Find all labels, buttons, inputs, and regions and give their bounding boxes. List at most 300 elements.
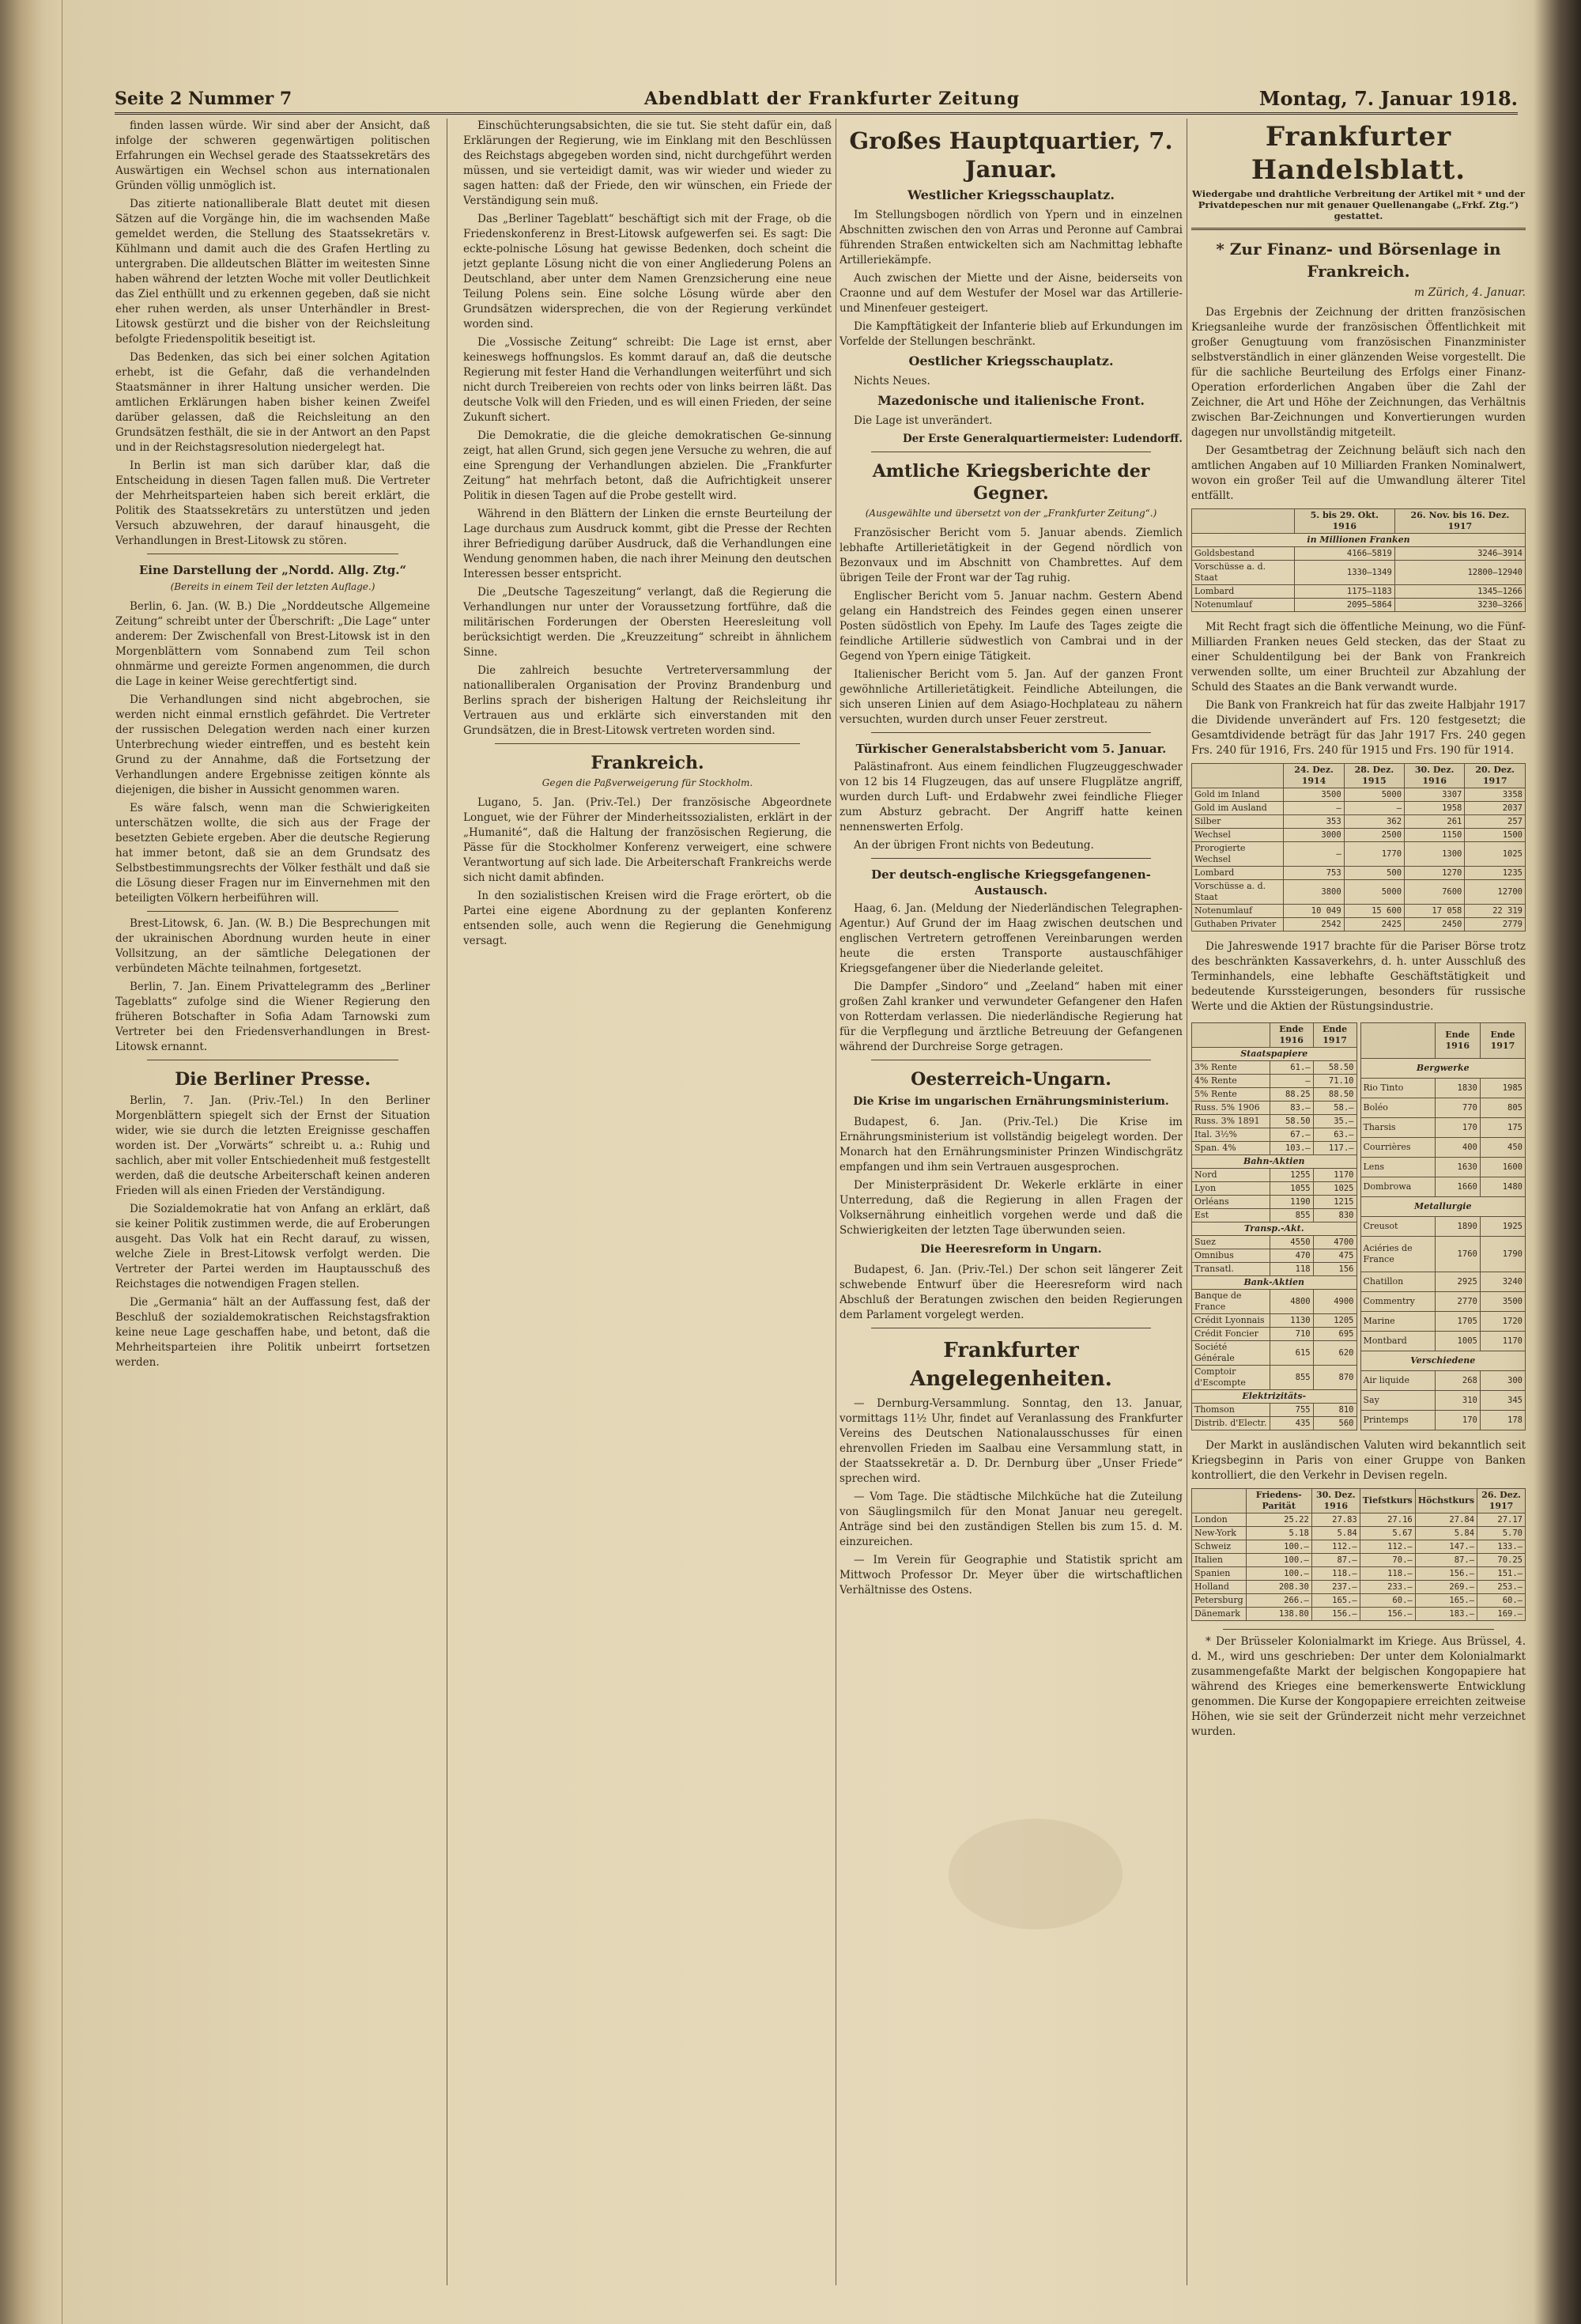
table-cell: 70.25 [1477, 1554, 1526, 1567]
table-cell: Silber [1192, 815, 1284, 829]
table-row [1360, 1410, 1526, 1430]
table-row [1192, 802, 1526, 815]
table-row [1192, 1540, 1526, 1554]
table-row [1192, 1061, 1357, 1075]
table-cell: 1215 [1313, 1196, 1356, 1209]
table-cell: 253.— [1477, 1581, 1526, 1594]
binding-spine [0, 0, 62, 2324]
article-paragraph: Die Verhandlungen sind nicht abgebrochen, sie werden nicht einmal ernstlich gefährdet. Die Vertreter der russischen Delegation werden nach einer kurzen Unterbrechung wieder eintreffen, und es besteht kein Grund zu der Annahme, daß die Fortsetzung der Verhandlungen andere Ergebnisse zeitigen könnte als diejenigen, die bisher in Aussicht genommen waren. [115, 693, 430, 796]
table-cell: 2500 [1344, 829, 1404, 842]
stock-table-left [1191, 1022, 1357, 1430]
table-header [1360, 1023, 1435, 1059]
section-divider [871, 858, 1151, 859]
article-paragraph: Im Stellungsbogen nördlich von Ypern und in einzelnen Abschnitten zwischen den von Arras und Peronne auf Cambrai führenden Straßen entwickelten sich am Nachmittag lebhafte Artilleriekämpfe. [840, 209, 1183, 266]
table-cell: 175 [1480, 1118, 1525, 1138]
table-cell: 170 [1435, 1410, 1480, 1430]
table-cell: 1985 [1480, 1079, 1525, 1098]
table-header: Ende 1917 [1480, 1023, 1525, 1059]
table-cell: 67.— [1270, 1128, 1313, 1142]
table-cell: 61.— [1270, 1061, 1313, 1075]
table-cell: 83.— [1270, 1102, 1313, 1115]
table-header [1192, 1489, 1247, 1513]
table-cell: 27.16 [1360, 1513, 1415, 1527]
table-row [1360, 1371, 1526, 1391]
article-paragraph: Die „Deutsche Tageszeitung“ verlangt, daß die Regierung die Verhandlungen nur unter der Voraussetzung fortführe, daß die militärischen Forderungen der Obersten Heeresleitung voll berücksichtigt werden. Die „Kreuzzeitung“ schreibt in ähnlichem Sinne. [463, 586, 832, 659]
article-paragraph: Nichts Neues. [854, 375, 930, 387]
table-cell: 156.— [1311, 1608, 1360, 1621]
table-cell: 1005 [1435, 1332, 1480, 1351]
table-cell: Air liquide [1360, 1371, 1435, 1391]
table-header [1192, 509, 1295, 534]
article-paragraph: — Dernburg-Versammlung. Sonntag, den 13. Januar, vormittags 11½ Uhr, findet auf Veranlassung des Frankfurter Vereins des Deutschen Nationalausschusses für einen ehrenvollen Frieden im Saalbau eine Versammlung statt, in der Staatssekretär a. D. Dr. Dernburg über „Unser Friede“ sprechen wird. [840, 1397, 1183, 1485]
paper-title: Abendblatt der Frankfurter Zeitung [644, 89, 1021, 109]
table-header: 20. Dez. 1917 [1465, 764, 1526, 788]
table-cell: 58.50 [1270, 1115, 1313, 1128]
table-cell: 5% Rente [1192, 1088, 1270, 1102]
table-row [1360, 1138, 1526, 1158]
table-cell: Est [1192, 1209, 1270, 1222]
table-row [1192, 1236, 1357, 1249]
table-cell: 233.— [1360, 1581, 1415, 1594]
table-cell: 753 [1284, 867, 1344, 880]
article-paragraph: Das „Berliner Tageblatt“ beschäftigt sich mit der Frage, ob die Friedenskonferenz in Brest-Litowsk aufgewerfen sei. Es sagt: Die eckte-polnische Lösung hat gewisse Bedenken, doch scheint die jetzt geplante Lösung nicht die von einer Angliederung Polens an Deutschland, aber unter dem Namen Grenzsicherung eine neue Teilung Polens sein. Eine solche Lösung würde aber den Grundsätzen widersprechen, die von der Regierung verkündet worden sind. [463, 213, 832, 331]
table-cell: 695 [1313, 1328, 1356, 1341]
table-cell: 810 [1313, 1404, 1356, 1417]
table-cell: — [1284, 842, 1344, 867]
article-paragraph: Der Gesamtbetrag der Zeichnung beläuft sich nach den amtlichen Angaben auf 10 Milliarden Franken Nominalwert, wovon ein großer Teil auf die Umwandlung älterer Titel entfällt. [1191, 444, 1526, 502]
table-cell: 165.— [1415, 1594, 1477, 1608]
table-cell: 100.— [1246, 1567, 1311, 1581]
table-cell: Lens [1360, 1158, 1435, 1177]
table-subheader: in Millionen Franken [1192, 534, 1526, 547]
article-paragraph: Die Demokratie, die die gleiche demokratischen Ge-sinnung zeigt, hat allen Grund, sich gegen jene Versuche zu wehren, die auf eine Sprengung der Verhandlungen abzielen. Die „Frankfurter Zeitung“ hat mehrfach betont, daß die Aufrichtigkeit unserer Politik in diesen Tagen auf die Probe gestellt wird. [463, 429, 832, 502]
table-cell: Crédit Lyonnais [1192, 1314, 1270, 1328]
table-cell: 1255 [1270, 1169, 1313, 1182]
bank-balance-table [1191, 508, 1526, 612]
table-header: 30. Dez. 1916 [1405, 764, 1465, 788]
table-cell: Gold im Ausland [1192, 802, 1284, 815]
table-cell: Commentry [1360, 1292, 1435, 1312]
table-row [1360, 1098, 1526, 1118]
table-cell: 5.18 [1246, 1527, 1311, 1540]
article-paragraph: Englischer Bericht vom 5. Januar nachm. Gestern Abend gelang ein Handstreich des Feindes gegen einen unserer Posten südöstlich von Epehy. Im Laufe des Tages zeigte die feindliche Artillerie südwestlich von Cambrai und in der Gegend von Ypern einige Tätigkeit. [840, 590, 1183, 663]
table-cell: 266.— [1246, 1594, 1311, 1608]
article-paragraph: Die Bank von Frankreich hat für das zweite Halbjahr 1917 die Dividende unverändert auf Frs. 120 festgesetzt; die Gesamtdividende beträgt für das Jahr 1917 Frs. 240 gegen Frs. 240 für 1916, Frs. 240 für 1915 und Frs. 190 für 1914. [1191, 699, 1526, 757]
table-cell: Dombrowa [1360, 1177, 1435, 1197]
exchange-rate-table [1191, 1488, 1526, 1621]
table-cell: 870 [1313, 1366, 1356, 1390]
table-cell: 118 [1270, 1263, 1313, 1276]
article-paragraph: Die Jahreswende 1917 brachte für die Pariser Börse trotz des beschränkten Kassaverkehrs, d. h. unter Ausschluß des Terminhandels, eine lebhafte Geschäftstätigkeit und bedeutende Kurssteigerungen, besonders für russische Werte und die Aktien der Rüstungsindustrie. [1191, 940, 1526, 1013]
page-edge-shadow [1534, 0, 1581, 2324]
table-cell: Lombard [1192, 867, 1284, 880]
table-header: 24. Dez. 1914 [1284, 764, 1344, 788]
table-cell: 5.84 [1311, 1527, 1360, 1540]
table-cell: 87.— [1311, 1554, 1360, 1567]
reproduction-note: Wiedergabe und drahtliche Verbreitung der Artikel mit * und der Privatdepeschen nur mit genauer Quellenangabe („Frkf. Ztg.“) gestattet. [1192, 188, 1525, 221]
article-paragraph: Die Lage ist unverändert. [854, 414, 993, 427]
table-row [1192, 880, 1526, 905]
article-paragraph: Auch zwischen der Miette und der Aisne, beiderseits von Craonne und auf dem Westufer der Mosel war das Artillerie- und Minenfeuer gesteigert. [840, 272, 1183, 315]
table-group-label: Staatspapiere [1192, 1048, 1357, 1061]
table-group-row [1192, 1048, 1357, 1061]
table-cell: — [1344, 802, 1404, 815]
table-cell: Lyon [1192, 1182, 1270, 1196]
table-cell: 2542 [1284, 918, 1344, 931]
table-header [1192, 1023, 1270, 1048]
table-cell: 1720 [1480, 1312, 1525, 1332]
table-cell: Spanien [1192, 1567, 1247, 1581]
table-row [1360, 1292, 1526, 1312]
table-cell: 1660 [1435, 1177, 1480, 1197]
masthead [115, 85, 1518, 115]
table-row [1192, 1417, 1357, 1430]
table-header-row [1360, 1023, 1526, 1059]
table-header: 5. bis 29. Okt. 1916 [1294, 509, 1394, 534]
table-cell: 805 [1480, 1098, 1525, 1118]
table-header: Tiefstkurs [1360, 1489, 1415, 1513]
table-cell: 58.50 [1313, 1061, 1356, 1075]
table-row [1192, 1314, 1357, 1328]
table-row [1192, 842, 1526, 867]
table-row [1192, 1209, 1357, 1222]
table-cell: 3000 [1284, 829, 1344, 842]
column-2 [463, 119, 832, 2285]
table-cell: 1630 [1435, 1158, 1480, 1177]
table-cell: 1130 [1270, 1314, 1313, 1328]
table-cell: 2450 [1405, 918, 1465, 931]
article-paragraph: In Berlin ist man sich darüber klar, daß die Entscheidung in diesen Tagen fallen muß. Die Vertreter der Mehrheitsparteien haben sich bereit erklärt, die Politik des Staatssekretärs zu unterstützen und jeden Versuch abzuwehren, der darauf hinausgeht, die Verhandlungen in Brest-Litowsk zu stören. [115, 459, 430, 547]
table-cell: — [1270, 1075, 1313, 1088]
table-cell: 4700 [1313, 1236, 1356, 1249]
table-row [1192, 867, 1526, 880]
table-group-row [1192, 1155, 1357, 1169]
table-cell: 2037 [1465, 802, 1526, 815]
table-cell: 2770 [1435, 1292, 1480, 1312]
table-cell: 2779 [1465, 918, 1526, 931]
table-cell: Courrières [1360, 1138, 1435, 1158]
article-paragraph: Mit Recht fragt sich die öffentliche Meinung, wo die Fünf-Milliarden Franken neues Geld stecken, das der Staat zu einer Schuldentilgung bei der Bank von Frankreich verwenden sollte, um einer Bruchteil zur Abzahlung der Schuld des Staates an die Bank verwandt wurde. [1191, 621, 1526, 693]
table-row [1360, 1236, 1526, 1272]
table-cell: — [1284, 802, 1344, 815]
table-cell: 4166—5819 [1294, 547, 1394, 561]
table-cell: 3% Rente [1192, 1061, 1270, 1075]
table-cell: Guthaben Privater [1192, 918, 1284, 931]
article-paragraph: Französischer Bericht vom 5. Januar abends. Ziemlich lebhafte Artillerietätigkeit in der Gegend nördlich von Bezonvaux und im Abschnitt von Chambrettes. Auf dem übrigen Teile der Front war der Tag ruhig. [840, 527, 1183, 584]
table-header: Ende 1917 [1313, 1023, 1356, 1048]
table-row [1192, 561, 1526, 585]
news-item: Brest-Litowsk, 6. Jan. (W. B.) Die Besprechungen mit der ukrainischen Abordnung wurden heute in einer Vollsitzung, an der sämtliche Delegationen der verbündeten Mächte teilnahmen, fortgesetzt. [115, 917, 430, 975]
table-row [1192, 1142, 1357, 1155]
table-row [1192, 547, 1526, 561]
table-cell: 855 [1270, 1209, 1313, 1222]
table-row [1360, 1158, 1526, 1177]
table-header: 26. Nov. bis 16. Dez. 1917 [1394, 509, 1525, 534]
table-row [1360, 1079, 1526, 1098]
section-heading: Eine Darstellung der „Nordd. Allg. Ztg.“ [138, 563, 407, 577]
table-cell: Goldsbestand [1192, 547, 1295, 561]
table-cell: 22 319 [1465, 905, 1526, 918]
table-cell: 70.— [1360, 1554, 1415, 1567]
table-cell: 470 [1270, 1249, 1313, 1263]
table-cell: 27.83 [1311, 1513, 1360, 1527]
table-cell: 1170 [1313, 1169, 1356, 1182]
table-cell: 63.— [1313, 1128, 1356, 1142]
table-cell: 12700 [1465, 880, 1526, 905]
table-cell: 88.25 [1270, 1088, 1313, 1102]
table-cell: 1330—1349 [1294, 561, 1394, 585]
table-row [1360, 1391, 1526, 1411]
table-cell: 156 [1313, 1263, 1356, 1276]
table-cell: 362 [1344, 815, 1404, 829]
table-cell: 7600 [1405, 880, 1465, 905]
table-cell: 1175—1183 [1294, 585, 1394, 599]
table-cell: 60.— [1477, 1594, 1526, 1608]
article-paragraph: — Vom Tage. Die städtische Milchküche hat die Zuteilung von Säuglingsmilch für den Monat Januar neu geregelt. Anträge sind bei den zuständigen Stellen bis zum 15. d. M. einzureichen. [840, 1491, 1183, 1548]
table-cell: 87.— [1415, 1554, 1477, 1567]
table-header-row [1192, 1023, 1357, 1048]
table-cell: Vorschüsse a. d. Staat [1192, 561, 1295, 585]
article-paragraph: Der Markt in ausländischen Valuten wird bekanntlich seit Kriegsbeginn in Paris von einer Gruppe von Banken kontrolliert, die den Verkehr in Devisen regeln. [1191, 1439, 1526, 1482]
article-paragraph: — Im Verein für Geographie und Statistik spricht am Mittwoch Professor Dr. Meyer über die wirtschaftlichen Verhältnisse des Ostens. [840, 1554, 1183, 1597]
table-row [1192, 1196, 1357, 1209]
table-group-row [1192, 1390, 1357, 1404]
table-cell: 2425 [1344, 918, 1404, 931]
table-cell: Printemps [1360, 1410, 1435, 1430]
table-cell: 3358 [1465, 788, 1526, 802]
table-cell: 1600 [1480, 1158, 1525, 1177]
article-paragraph: Die zahlreich besuchte Vertreterversammlung der nationalliberalen Organisation der Provinz Brandenburg und Berlins sprach der bisherigen Haltung der Reichsleitung ihr Vertrauen aus und erklärte sich einverstanden mit den Grundsätzen, die in Brest-Litowsk vertreten worden sind. [463, 664, 832, 737]
table-cell: 1500 [1465, 829, 1526, 842]
table-header: Friedens-Parität [1246, 1489, 1311, 1513]
article-paragraph: Das Bedenken, das sich bei einer solchen Agitation erhebt, ist die Gefahr, daß die verhandelnden Staatsmänner in ihrer Haltung unsicher werden. Die amtlichen Erklärungen haben bisher keinen Zweifel darüber gelassen, daß die Reichsleitung an den Grundsätzen festhält, die sie in der Antwort an den Papst und in der Reichstagsresolution niedergelegt hat. [115, 351, 430, 454]
table-row [1192, 1554, 1526, 1567]
table-cell: 5.67 [1360, 1527, 1415, 1540]
table-row [1360, 1118, 1526, 1138]
section-heading: Großes Hauptquartier, 7. Januar. [849, 127, 1173, 183]
table-row [1192, 815, 1526, 829]
article-paragraph: * Der Brüsseler Kolonialmarkt im Kriege. Aus Brüssel, 4. d. M., wird uns geschrieben: Der unter dem Kolonialmarkt zusammengefaßte Markt der belgischen Kongopapiere hat während des Krieges eine bemerkenswerte Entwicklung genommen. Die Kurse der Kongopapiere erreichten zeitweise Höhen, wie sie seit der Gründerzeit nicht mehr verzeichnet wurden. [1191, 1635, 1526, 1738]
table-cell: 60.— [1360, 1594, 1415, 1608]
table-row [1192, 1567, 1526, 1581]
table-header: Ende 1916 [1270, 1023, 1313, 1048]
section-note: (Ausgewählte und übersetzt von der „Frankfurter Zeitung“.) [865, 508, 1157, 519]
table-cell: Tharsis [1360, 1118, 1435, 1138]
table-cell: 450 [1480, 1138, 1525, 1158]
table-row [1360, 1332, 1526, 1351]
article-paragraph: Budapest, 6. Jan. (Priv.-Tel.) Die Krise im Ernährungsministerium ist vollständig beigelegt worden. Der Monarch hat den Ernährungsminister Prinzen Windischgrätz empfangen und ihm sein Vertrauen ausgesprochen. [840, 1116, 1183, 1173]
section-divider [1191, 228, 1526, 230]
table-cell: 5.70 [1477, 1527, 1526, 1540]
table-cell: 4800 [1270, 1290, 1313, 1314]
table-cell: 269.— [1415, 1581, 1477, 1594]
article-paragraph: Einschüchterungsabsichten, die sie tut. Sie steht dafür ein, daß Erklärungen der Regierung, wie im Einklang mit den Beschlüssen des Reichstags abgegeben worden sind, nicht durchgeführt werden müssen, und sie verteidigt damit, was wir wieder und wieder zu sagen hatten: daß der Friede, den wir wünschen, ein Friede der Verständigung sein muß. [463, 119, 832, 207]
table-cell: 1055 [1270, 1182, 1313, 1196]
table-row [1360, 1216, 1526, 1236]
table-cell: 500 [1344, 867, 1404, 880]
table-cell: 237.— [1311, 1581, 1360, 1594]
table-cell: 3500 [1284, 788, 1344, 802]
table-group-label: Transp.-Akt. [1192, 1222, 1357, 1236]
column-3 [840, 119, 1183, 2285]
table-cell: 100.— [1246, 1554, 1311, 1567]
table-cell: 151.— [1477, 1567, 1526, 1581]
table-cell: Suez [1192, 1236, 1270, 1249]
table-cell: Holland [1192, 1581, 1247, 1594]
article-paragraph: Die Kampftätigkeit der Infanterie blieb auf Erkundungen im Vorfelde der Stellungen beschränkt. [840, 320, 1183, 348]
table-cell: 147.— [1415, 1540, 1477, 1554]
stock-quotes [1191, 1018, 1526, 1438]
stock-table-right [1360, 1022, 1526, 1430]
table-cell: 345 [1480, 1391, 1525, 1411]
table-group-row [1360, 1059, 1526, 1079]
table-cell: 3307 [1405, 788, 1465, 802]
table-cell: Russ. 3% 1891 [1192, 1115, 1270, 1128]
table-row [1192, 788, 1526, 802]
table-cell: 112.— [1311, 1540, 1360, 1554]
table-row [1192, 1169, 1357, 1182]
table-group-label: Bahn-Aktien [1192, 1155, 1357, 1169]
table-cell: 261 [1405, 815, 1465, 829]
issue-date: Montag, 7. Januar 1918. [1258, 87, 1518, 110]
table-cell: Vorschüsse a. d. Staat [1192, 880, 1284, 905]
table-cell: 169.— [1477, 1608, 1526, 1621]
table-cell: Petersburg [1192, 1594, 1247, 1608]
table-row [1192, 1263, 1357, 1276]
table-cell: 17 058 [1405, 905, 1465, 918]
section-heading: Amtliche Kriegsberichte der Gegner. [872, 461, 1150, 504]
article-paragraph: Palästinafront. Aus einem feindlichen Flugzeuggeschwader von 12 bis 14 Flugzeugen, das auf unsere Flugplätze angriff, wurden durch Luft- und Erdabwehr zwei feindliche Flieger zum Absturz gebracht. Der Angriff hatte keinen nennenswerten Erfolg. [840, 761, 1183, 833]
table-group-row [1360, 1351, 1526, 1371]
table-cell: 830 [1313, 1209, 1356, 1222]
table-row [1192, 1328, 1357, 1341]
article-paragraph: Die Dampfer „Sindoro“ und „Zeeland“ haben mit einer großen Zahl kranker und verwundeter Gefangener den Hafen von Rotterdam verlassen. Die niederländische Regierung hat für die Verpflegung und ärztliche Betreuung der Gefangenen während der Durchreise Sorge getragen. [840, 981, 1183, 1053]
section-divider [1223, 1629, 1494, 1630]
table-cell: Lombard [1192, 585, 1295, 599]
table-cell: 2925 [1435, 1272, 1480, 1292]
table-row [1360, 1312, 1526, 1332]
table-group-label: Metallurgie [1360, 1197, 1526, 1217]
article-paragraph: Italienischer Bericht vom 5. Jan. Auf der ganzen Front gewöhnliche Artillerietätigkeit. Feindliche Abteilungen, die sich unseren Linien auf dem Asiago-Hochplateau zu nähern versuchten, wurden durch unser Feuer zerstreut. [840, 668, 1183, 726]
table-cell: Montbard [1360, 1332, 1435, 1351]
table-cell: 118.— [1311, 1567, 1360, 1581]
table-cell: Russ. 5% 1906 [1192, 1102, 1270, 1115]
table-cell: 5000 [1344, 880, 1404, 905]
table-group-label: Bergwerke [1360, 1059, 1526, 1079]
table-cell: 1890 [1435, 1216, 1480, 1236]
table-cell: 156.— [1415, 1567, 1477, 1581]
table-cell: 156.— [1360, 1608, 1415, 1621]
table-group-label: Bank-Aktien [1192, 1276, 1357, 1290]
table-cell: Dänemark [1192, 1608, 1247, 1621]
table-cell: Comptoir d'Escompte [1192, 1366, 1270, 1390]
section-heading: Der deutsch-englische Kriegsgefangenen-Austausch. [871, 867, 1151, 897]
table-cell: Wechsel [1192, 829, 1284, 842]
section-subheading: Oestlicher Kriegsschauplatz. [908, 353, 1114, 368]
table-row [1192, 1075, 1357, 1088]
table-group-row [1192, 1222, 1357, 1236]
table-cell: 178 [1480, 1410, 1525, 1430]
table-cell: 27.17 [1477, 1513, 1526, 1527]
table-row [1192, 585, 1526, 599]
table-cell: 88.50 [1313, 1088, 1356, 1102]
table-cell: Orléans [1192, 1196, 1270, 1209]
table-cell: 615 [1270, 1341, 1313, 1366]
table-cell: 300 [1480, 1371, 1525, 1391]
table-cell: 620 [1313, 1341, 1356, 1366]
table-cell: 1235 [1465, 867, 1526, 880]
article-paragraph: Der Ministerpräsident Dr. Wekerle erklärte in einer Unterredung, daß die Regierung in allen Fragen der Volksernährung einheitlich vorgehen werde und daß die Schwierigkeiten der letzten Tage überwunden seien. [840, 1179, 1183, 1237]
column-4 [1191, 119, 1526, 2285]
table-cell: 165.— [1311, 1594, 1360, 1608]
table-cell: 710 [1270, 1328, 1313, 1341]
table-header [1192, 764, 1284, 788]
table-row [1192, 1102, 1357, 1115]
table-cell: 4550 [1270, 1236, 1313, 1249]
table-cell: 1790 [1480, 1236, 1525, 1272]
table-row [1192, 1366, 1357, 1390]
section-heading: Türkischer Generalstabsbericht vom 5. Januar. [855, 742, 1167, 756]
table-group-row [1192, 1276, 1357, 1290]
table-row [1192, 1088, 1357, 1102]
table-cell: 1480 [1480, 1177, 1525, 1197]
table-cell: Span. 4% [1192, 1142, 1270, 1155]
table-cell: Nord [1192, 1169, 1270, 1182]
table-cell: 1025 [1465, 842, 1526, 867]
table-cell: 138.80 [1246, 1608, 1311, 1621]
table-row [1192, 1182, 1357, 1196]
table-cell: 100.— [1246, 1540, 1311, 1554]
page-number: Seite 2 Nummer 7 [115, 89, 292, 109]
table-cell: 103.— [1270, 1142, 1313, 1155]
table-cell: 268 [1435, 1371, 1480, 1391]
table-cell: 1270 [1405, 867, 1465, 880]
table-cell: 10 049 [1284, 905, 1344, 918]
table-cell: 2095—5864 [1294, 599, 1394, 612]
table-header: 26. Dez. 1917 [1477, 1489, 1526, 1513]
table-cell: Transatl. [1192, 1263, 1270, 1276]
table-cell: 117.— [1313, 1142, 1356, 1155]
table-cell: 770 [1435, 1098, 1480, 1118]
article-paragraph: Es wäre falsch, wenn man die Schwierigkeiten unterschätzen wollte, die sich aus der Frage der besetzten Gebiete ergeben. Aber die deutsche Regierung hat immer betont, daß sie an dem Grundsatz des Selbstbestimmungsrechts der Völker festhält und daß sie die Lösung dieser Fragen nur im Einvernehmen mit den beteiligten Völkern herbeiführen will. [115, 802, 430, 905]
table-cell: Distrib. d'Electr. [1192, 1417, 1270, 1430]
table-header: Ende 1916 [1435, 1023, 1480, 1059]
table-cell: 400 [1435, 1138, 1480, 1158]
article-paragraph: Berlin, 7. Jan. (Priv.-Tel.) In den Berliner Morgenblättern spiegelt sich der Ernst der Situation wider, wie sie durch die letzten Ereignisse geschaffen worden ist. Der „Vorwärts“ schreibt u. a.: Ruhig und sachlich, aber mit voller Entschiedenheit muß festgestellt werden, daß die deutsche Arbeiterschaft keinen anderen Frieden will als einen Frieden der Verständigung. [115, 1094, 430, 1197]
section-heading: Oesterreich-Ungarn. [911, 1069, 1111, 1090]
table-header: 28. Dez. 1915 [1344, 764, 1404, 788]
section-divider [147, 911, 398, 912]
table-cell: 3240 [1480, 1272, 1525, 1292]
table-cell: Aciéries de France [1360, 1236, 1435, 1272]
table-cell: 5.84 [1415, 1527, 1477, 1540]
table-cell: 1190 [1270, 1196, 1313, 1209]
section-divider [871, 732, 1151, 733]
table-cell: Schweiz [1192, 1540, 1247, 1554]
table-row [1192, 1608, 1526, 1621]
table-cell: 435 [1270, 1417, 1313, 1430]
table-cell: Gold im Inland [1192, 788, 1284, 802]
table-cell: 4900 [1313, 1290, 1356, 1314]
table-cell: 27.84 [1415, 1513, 1477, 1527]
column-1 [115, 119, 430, 2285]
table-cell: Creusot [1360, 1216, 1435, 1236]
table-cell: Notenumlauf [1192, 599, 1295, 612]
article-paragraph: Berlin, 6. Jan. (W. B.) Die „Norddeutsche Allgemeine Zeitung“ schreibt unter der Überschrift: „Die Lage“ unter anderem: Der Zwischenfall von Brest-Litowsk ist in den Morgenblättern vom Sonnabend zum Teil schon ohnmärme und gereizte Formen angenommen, die durch die Lage in keiner Weise gerechtfertigt sind. [115, 600, 430, 688]
table-cell: 118.— [1360, 1567, 1415, 1581]
table-cell: 855 [1270, 1366, 1313, 1390]
table-cell: 5000 [1344, 788, 1404, 802]
